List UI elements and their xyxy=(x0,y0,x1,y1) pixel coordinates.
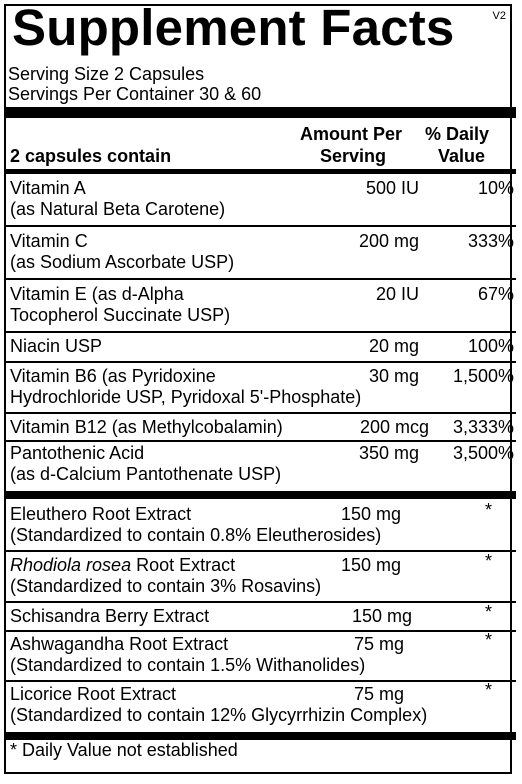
nutrient-source: (as d-Calcium Pantothenate USP) xyxy=(10,464,282,484)
nutrient-name: Vitamin B12 (as Methylcobalamin) xyxy=(10,417,283,437)
thick-divider xyxy=(6,107,516,118)
ingredient-amount: 150 mg xyxy=(340,504,401,524)
ingredient-daily-value: * xyxy=(484,500,492,520)
row-divider xyxy=(6,601,516,603)
section-divider xyxy=(6,491,516,499)
nutrient-daily-value: 10% xyxy=(477,178,514,198)
nutrient-daily-value: 100% xyxy=(467,336,514,356)
nutrient-source: (as Sodium Ascorbate USP) xyxy=(10,252,235,272)
version-code: V2 xyxy=(492,10,506,22)
nutrient-amount: 20 IU xyxy=(375,284,419,304)
header-divider xyxy=(6,169,516,174)
ingredient-amount: 75 mg xyxy=(353,684,404,704)
ingredient-name: Licorice Root Extract xyxy=(10,684,177,704)
row-divider xyxy=(6,361,516,363)
nutrient-amount: 350 mg xyxy=(358,443,419,463)
nutrient-amount: 200 mg xyxy=(358,231,419,251)
nutrient-daily-value: 67% xyxy=(477,284,514,304)
column-header-amount-1: Amount Per xyxy=(300,124,403,144)
nutrient-amount: 20 mg xyxy=(368,336,419,356)
ingredient-standardization: (Standardized to contain 1.5% Withanolides) xyxy=(10,655,366,675)
column-header-amount-2: Serving xyxy=(320,146,387,166)
ingredient-daily-value: * xyxy=(484,602,492,622)
row-divider xyxy=(6,278,516,280)
nutrient-daily-value: 333% xyxy=(467,231,514,251)
ingredient-standardization: (Standardized to contain 0.8% Eleutherosides) xyxy=(10,525,382,545)
servings-per-container: Servings Per Container 30 & 60 xyxy=(8,84,262,104)
nutrient-source: Hydrochloride USP, Pyridoxal 5'-Phosphate) xyxy=(10,387,362,407)
ingredient-name: Eleuthero Root Extract xyxy=(10,504,192,524)
footnote: * Daily Value not established xyxy=(10,740,238,760)
nutrient-name: Vitamin C xyxy=(10,231,88,251)
nutrient-name: Vitamin A xyxy=(10,178,86,198)
ingredient-name: Schisandra Berry Extract xyxy=(10,606,210,626)
nutrient-name: Pantothenic Acid xyxy=(10,443,145,463)
nutrient-source: Tocopherol Succinate USP) xyxy=(10,305,231,325)
nutrient-amount: 30 mg xyxy=(368,366,419,386)
ingredient-daily-value: * xyxy=(484,551,492,571)
nutrient-daily-value: 3,500% xyxy=(452,443,514,463)
ingredient-amount: 75 mg xyxy=(353,634,404,654)
row-divider xyxy=(6,440,516,442)
nutrient-amount: 200 mcg xyxy=(359,417,429,437)
ingredient-daily-value: * xyxy=(484,680,492,700)
panel-title: Supplement Facts xyxy=(12,0,455,56)
ingredient-name: Ashwagandha Root Extract xyxy=(10,634,229,654)
ingredient-amount: 150 mg xyxy=(340,555,401,575)
nutrient-name: Niacin USP xyxy=(10,336,103,356)
column-header-name: 2 capsules contain xyxy=(10,146,172,166)
nutrient-name: Vitamin E (as d-Alpha xyxy=(10,284,184,304)
footer-divider xyxy=(6,732,516,740)
ingredient-daily-value: * xyxy=(484,630,492,650)
row-divider xyxy=(6,680,516,682)
column-header-dv-1: % Daily xyxy=(425,124,490,144)
nutrient-source: (as Natural Beta Carotene) xyxy=(10,199,226,219)
row-divider xyxy=(6,225,516,227)
column-header-dv-2: Value xyxy=(438,146,486,166)
row-divider xyxy=(6,630,516,632)
row-divider xyxy=(6,412,516,414)
serving-size: Serving Size 2 Capsules xyxy=(8,64,205,84)
nutrient-daily-value: 3,333% xyxy=(452,417,514,437)
ingredient-name: Rhodiola rosea Root Extract xyxy=(10,555,236,575)
row-divider xyxy=(6,331,516,333)
row-divider xyxy=(6,550,516,552)
nutrient-daily-value: 1,500% xyxy=(452,366,514,386)
nutrient-amount: 500 IU xyxy=(365,178,419,198)
ingredient-standardization: (Standardized to contain 12% Glycyrrhizin Complex) xyxy=(10,705,428,725)
ingredient-standardization: (Standardized to contain 3% Rosavins) xyxy=(10,576,322,596)
nutrient-name: Vitamin B6 (as Pyridoxine xyxy=(10,366,216,386)
ingredient-amount: 150 mg xyxy=(351,606,412,626)
